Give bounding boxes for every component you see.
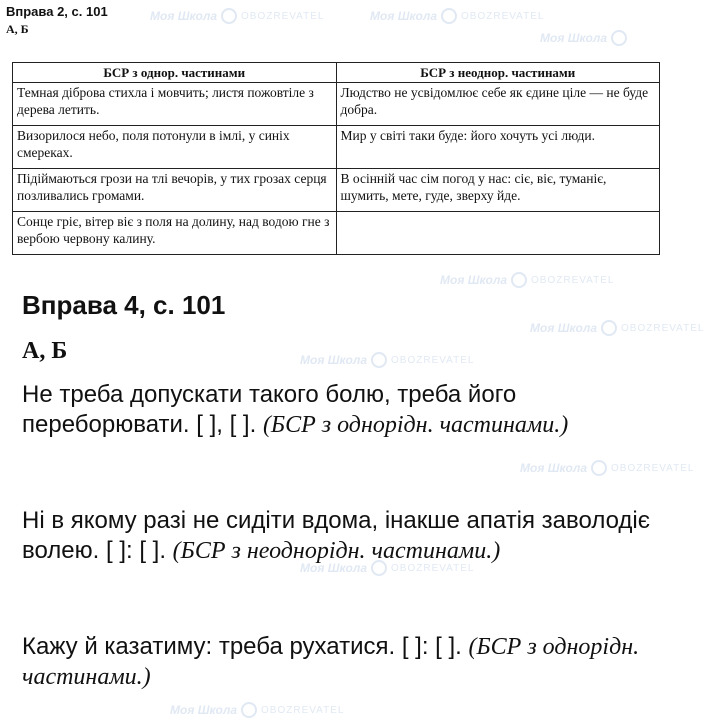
watermark-text: Моя Школа: [150, 9, 218, 23]
table-row: [13, 126, 660, 169]
watermark: [300, 352, 474, 368]
watermark-logo-text: OBOZREVATEL: [261, 704, 345, 716]
table-cell: Людство не усвідомлює себе як єдине ціле — не буде добра.: [336, 83, 660, 126]
table-cell: Мир у світі таки буде: його хочуть усі люди.: [336, 126, 660, 169]
obozrevatel-logo-icon: [241, 702, 257, 718]
watermark: [170, 702, 344, 718]
watermark-logo-text: OBOZREVATEL: [391, 562, 475, 574]
column-header-homogeneous: БСР з однор. частинами: [13, 63, 337, 83]
exercise-2-subtitle: А, Б: [6, 22, 29, 36]
watermark: [530, 320, 704, 336]
watermark: [520, 460, 694, 476]
watermark-text: Моя Школа: [370, 9, 438, 23]
watermark-text: Моя Школа: [540, 31, 608, 45]
watermark: [370, 8, 544, 24]
watermark-text: Моя Школа: [300, 353, 368, 367]
watermark-text: Моя Школа: [440, 273, 508, 287]
sentence-note: (БСР з неоднорідн. частинами.): [172, 538, 501, 564]
exercise-4-subtitle: А, Б: [22, 338, 68, 364]
table-cell: Темная діброва стихла і мовчить; листя пожовтіле з дерева летить.: [13, 83, 337, 126]
table-cell: Визорилося небо, поля потонули в імлі, у синіх смереках.: [13, 126, 337, 169]
exercise-4-title: Вправа 4, с. 101: [22, 290, 226, 320]
answer-paragraph: [22, 632, 672, 692]
obozrevatel-logo-icon: [221, 8, 237, 24]
sentence-text: Ні в якому разі не сидіти вдома, інакше апатія заволодіє волею. [ ]: [ ].: [22, 507, 651, 564]
watermark-logo-text: OBOZREVATEL: [611, 462, 695, 474]
sentence-text: Кажу й казатиму: треба рухатися. [ ]: [ ].: [22, 633, 469, 660]
watermark-text: Моя Школа: [530, 321, 598, 335]
watermark-logo-text: OBOZREVATEL: [461, 10, 545, 22]
watermark: [540, 30, 627, 46]
watermark-text: Моя Школа: [300, 561, 368, 575]
table-row: [13, 169, 660, 212]
watermark: [150, 8, 324, 24]
exercise-2-title: Вправа 2, с. 101: [6, 4, 108, 19]
watermark-logo-text: OBOZREVATEL: [621, 322, 704, 334]
table-cell: [336, 212, 660, 255]
table-cell: Сонце гріє, вітер віє з поля на долину, над водою гне з вербою червону калину.: [13, 212, 337, 255]
obozrevatel-logo-icon: [611, 30, 627, 46]
obozrevatel-logo-icon: [371, 352, 387, 368]
answer-paragraph: [22, 506, 672, 566]
watermark-logo-text: OBOZREVATEL: [241, 10, 325, 22]
sentence-text: Не треба допускати такого болю, треба його переборювати. [ ], [ ].: [22, 381, 517, 438]
watermark-logo-text: OBOZREVATEL: [391, 354, 475, 366]
table-header-row: [13, 63, 660, 83]
watermark-logo-text: OBOZREVATEL: [531, 274, 615, 286]
obozrevatel-logo-icon: [441, 8, 457, 24]
sentence-note: (БСР з однорідн. частинами.): [22, 634, 640, 690]
obozrevatel-logo-icon: [511, 272, 527, 288]
answer-paragraph: [22, 380, 672, 440]
column-header-heterogeneous: БСР з неоднор. частинами: [336, 63, 660, 83]
table-cell: В осінній час сім погод у нас: сіє, віє, туманіє, шумить, мете, гуде, зверху йде.: [336, 169, 660, 212]
table-row: [13, 83, 660, 126]
sentence-note: (БСР з однорідн. частинами.): [262, 412, 569, 438]
answer-table: [12, 62, 660, 255]
watermark-text: Моя Школа: [520, 461, 588, 475]
obozrevatel-logo-icon: [601, 320, 617, 336]
table-row: [13, 212, 660, 255]
obozrevatel-logo-icon: [591, 460, 607, 476]
watermark: [440, 272, 614, 288]
watermark-text: Моя Школа: [170, 703, 238, 717]
table-cell: Підіймаються грози на тлі вечорів, у тих грозах серця позливались громами.: [13, 169, 337, 212]
